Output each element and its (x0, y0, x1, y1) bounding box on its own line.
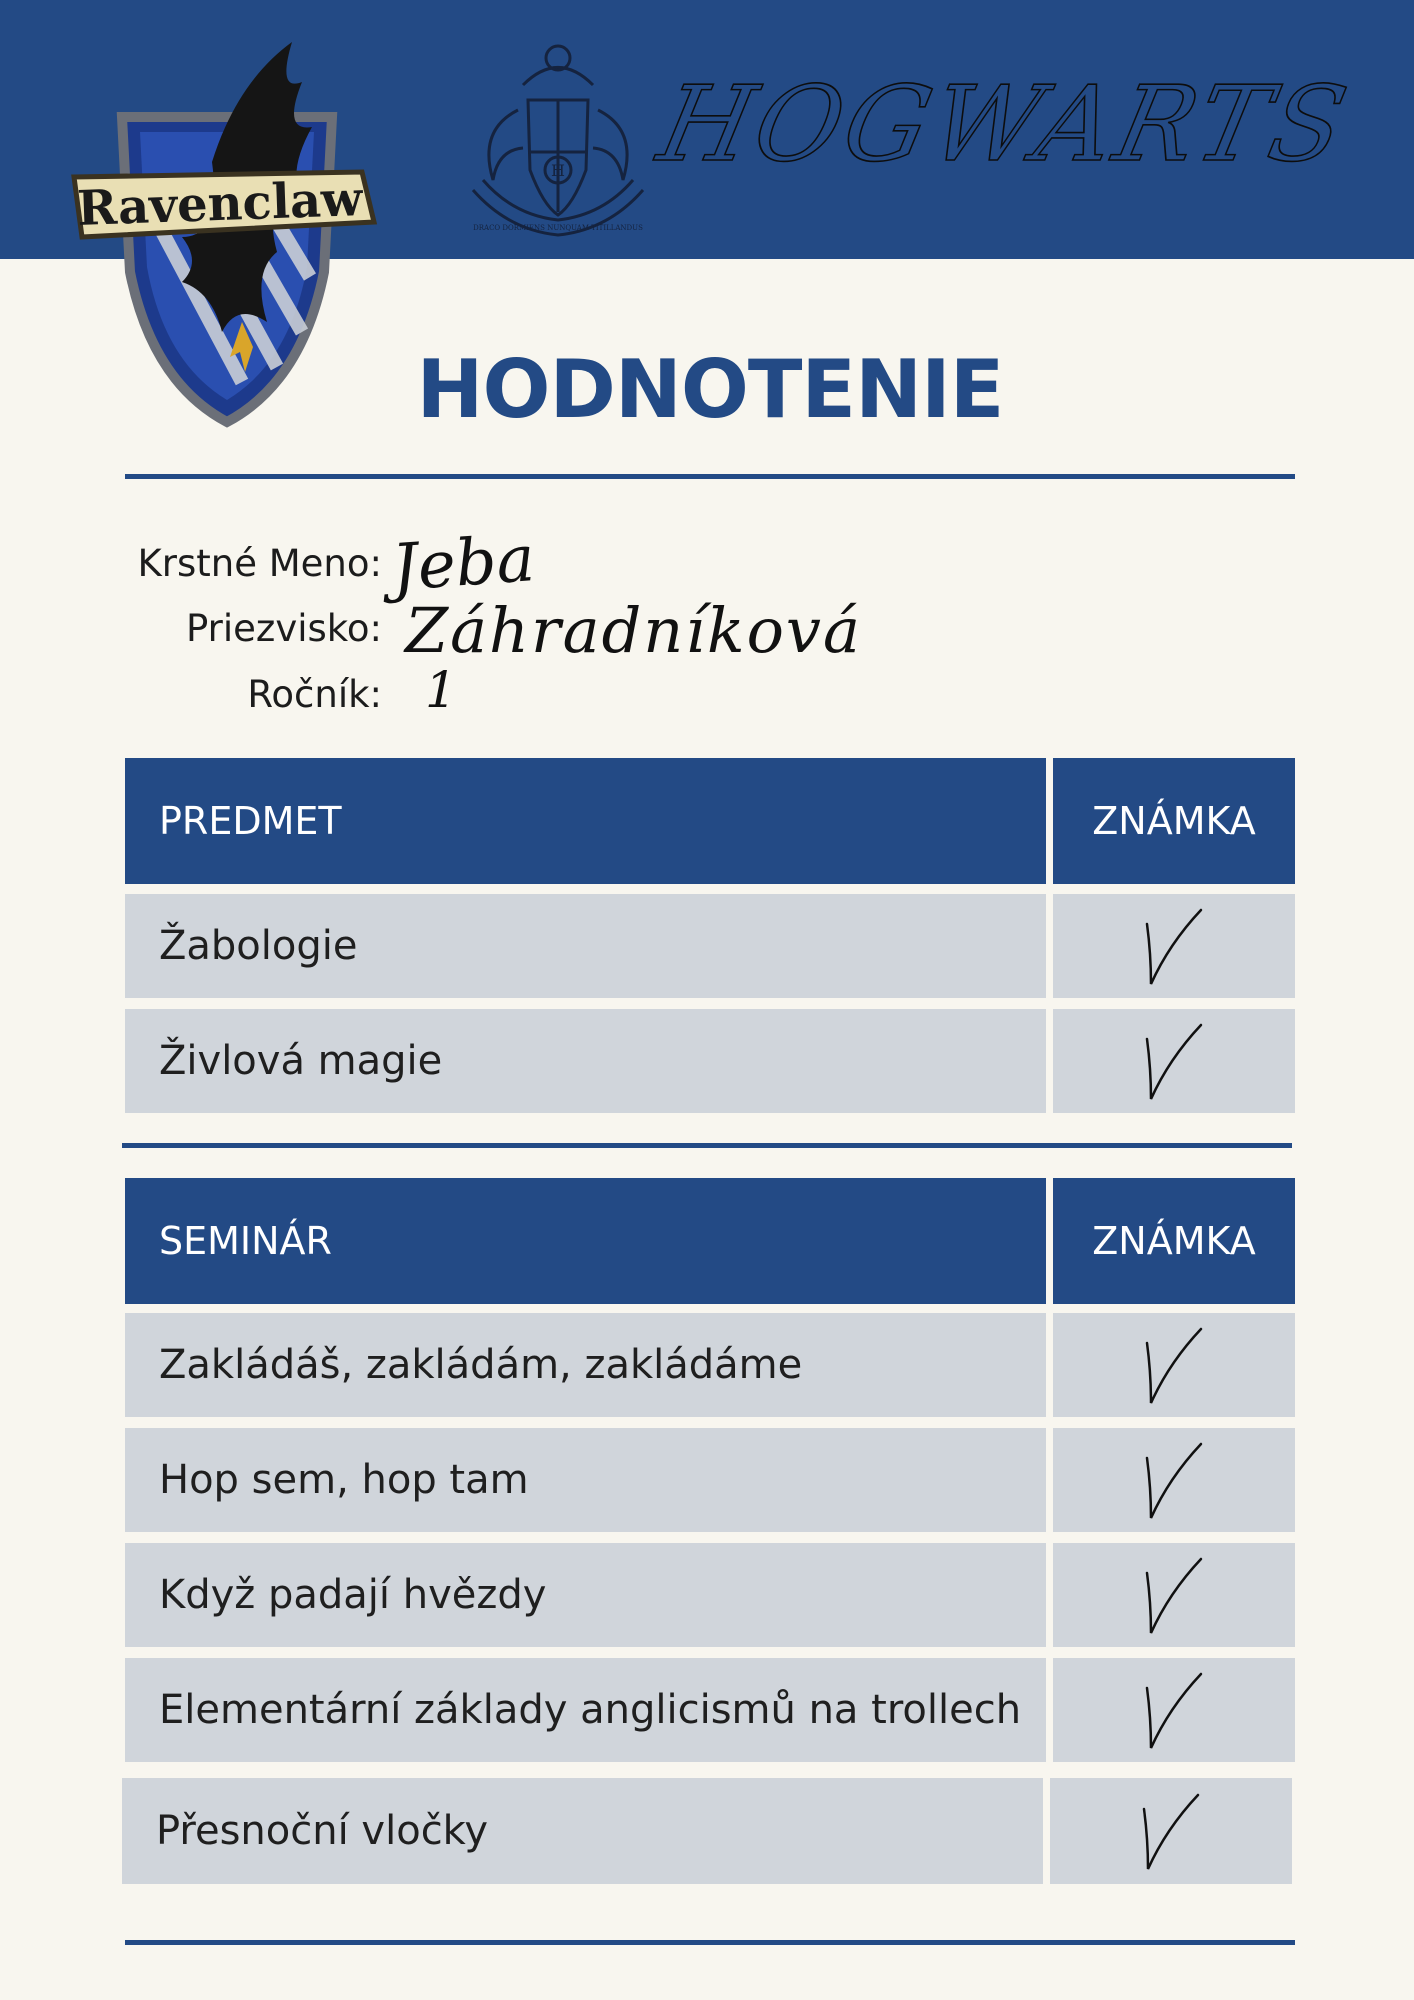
table-row (125, 894, 1046, 998)
year-label: Ročník: (247, 673, 382, 716)
grade-header (1053, 1178, 1295, 1304)
checkmark-icon (1139, 1019, 1209, 1103)
last-name-label: Priezvisko: (185, 607, 382, 650)
seminar-header (125, 1178, 1046, 1304)
subject-name: Živlová magie (159, 1038, 443, 1084)
seminar-name: Zakládáš, zakládám, zakládáme (159, 1342, 803, 1388)
year-value: 1 (425, 661, 457, 719)
table-row (122, 1778, 1043, 1884)
svg-text:Ravenclaw: Ravenclaw (76, 171, 364, 237)
divider-top (125, 474, 1295, 479)
grade-header-label: ZNÁMKA (1092, 1219, 1256, 1263)
table-row (125, 1658, 1046, 1762)
first-name-label: Krstné Meno: (137, 542, 382, 585)
seminar-name: Přesnoční vločky (156, 1808, 489, 1854)
subject-name: Žabologie (159, 923, 358, 969)
checkmark-icon (1139, 1668, 1209, 1752)
seminar-name: Hop sem, hop tam (159, 1457, 529, 1503)
ravenclaw-crest-icon (62, 22, 392, 432)
table-row (125, 1543, 1046, 1647)
grade-cell (1053, 1009, 1295, 1113)
table-row (125, 1313, 1046, 1417)
subject-header (125, 758, 1046, 884)
svg-text:DRACO DORMIENS NUNQUAM TITILLA: DRACO DORMIENS NUNQUAM TITILLANDUS (473, 224, 643, 232)
hogwarts-crest-icon (468, 30, 648, 245)
page-title: HODNOTENIE (416, 343, 1004, 436)
grade-header (1053, 758, 1295, 884)
grade-cell (1053, 1428, 1295, 1532)
grade-cell (1053, 1543, 1295, 1647)
grade-cell (1053, 894, 1295, 998)
grade-cell (1050, 1778, 1292, 1884)
first-name-value: Jeba (389, 522, 538, 606)
checkmark-icon (1139, 1323, 1209, 1407)
table-row (125, 1009, 1046, 1113)
svg-text:H: H (551, 161, 565, 180)
checkmark-icon (1139, 1553, 1209, 1637)
school-name-text: HOGWARTS (649, 63, 1361, 185)
seminar-name: Když padají hvězdy (159, 1572, 547, 1618)
grade-cell (1053, 1313, 1295, 1417)
divider-middle (122, 1143, 1292, 1148)
grade-cell (1053, 1658, 1295, 1762)
last-name-value: Záhradníková (405, 594, 862, 667)
subject-header-label: PREDMET (159, 799, 342, 843)
school-name-wordmark (649, 50, 1361, 200)
grade-header-label: ZNÁMKA (1092, 799, 1256, 843)
checkmark-icon (1139, 1438, 1209, 1522)
checkmark-icon (1139, 904, 1209, 988)
table-row (125, 1428, 1046, 1532)
divider-bottom (125, 1940, 1295, 1945)
checkmark-icon (1136, 1789, 1206, 1873)
seminar-name: Elementární základy anglicismů na trollech (159, 1687, 1022, 1733)
seminar-header-label: SEMINÁR (159, 1219, 332, 1263)
